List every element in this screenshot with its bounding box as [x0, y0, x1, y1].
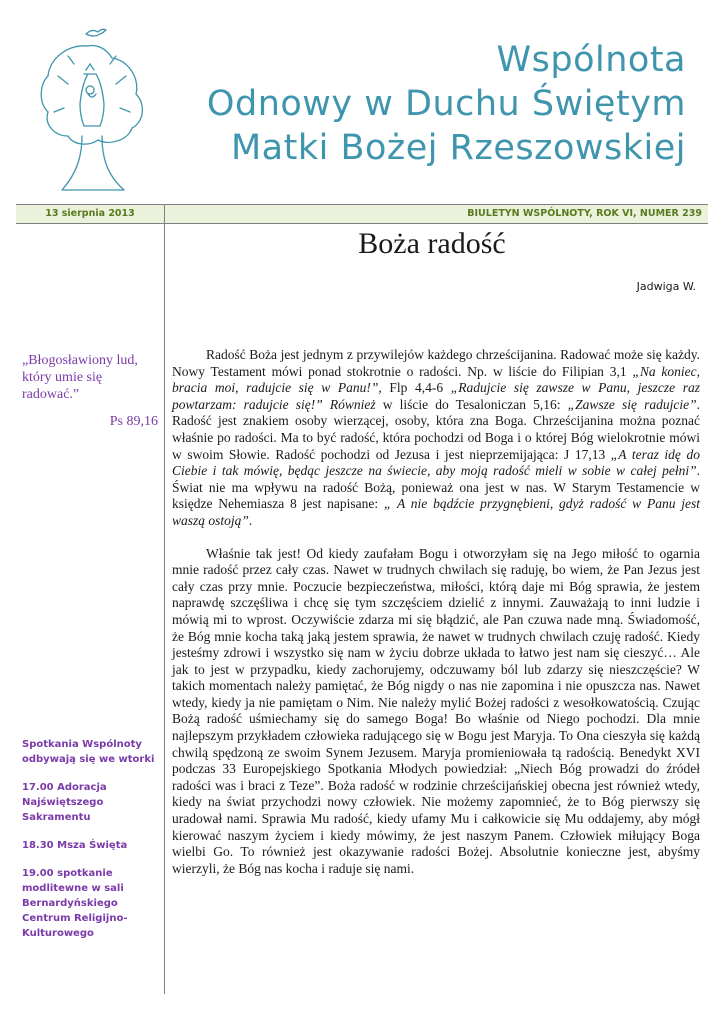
article-paragraph-2: Właśnie tak jest! Od kiedy zaufałam Bogu i otworzyłam się na Jego miłość to ogarnia mnie radość przez cały czas. Nawet w trudnych chwilach się raduję, bo wiem, że Pan Jezus jest cały czas przy mnie. Poczucie bezpieczeństwa, miłości, którą daje mi Bóg sprawia, że jestem naprawdę szczęśliwa i chcę się tym szczęściem dzielić z innymi. Zauważają to inni ludzie i mówią mi to wprost. Oczywiście zdarza mi się błądzić, ale Pan czuwa nade mną. Świadomość, że Bóg mnie kocha taką jaką jestem sprawia, że nawet w trudnych chwilach czuję radość. Kiedy jesteśmy zdrowi i wszystko się nam w życiu dobrze układa to łatwo jest nam się cieszyć… Ale jak to jest w przypadku, kiedy zachorujemy, odczuwamy ból lub zdarzy się nieszczęście? W takich momentach należy pamiętać, że Bóg nigdy o nas nie zapomina i nie opuszcza nas. Nawet wtedy, kiedy ja nie pamiętam o Nim. Nie należy mylić Bożej radości z wesołkowatością. Czując Bożą radość uśmiechamy się do samego Boga! Bo właśnie od Niego pochodzi. Dla mnie najlepszym przykładem człowieka radującego się w Bogu jest Maryja. To Ona cieszyła się każdą chwilą spędzoną ze swoim Synem Jezusem. Maryja promieniowała tą radością. Benedykt XVI podczas 33 Europejskiego Spotkania Młodych powiedział: „Niech Bóg prowadzi do źródeł radości was i braci z Teze”. Boża radość w rodzinie chrześcijańskiej obecna jest również wtedy, kiedy na świat przychodzi nowy człowiek. Nie możemy zapomnieć, że to Bóg pierwszy się uradował nami. Sprawia Mu radość, kiedy ufamy Mu i całkowicie się Mu oddajemy, aby mógł kierować naszym życiem i kiedy mówimy, że jest naszym Panem. Człowiek miłujący Boga wielbi Go. To również jest okazywanie radości Bożej. Absolutnie konieczne jest, abyśmy wierzyli, że Bóg nas kocha i raduje się nami. [172, 545, 700, 876]
tree-crown-outline [41, 46, 142, 145]
article-title: Boża radość [358, 227, 506, 260]
schedule-item: 19.00 spotkanie modlitewne w sali Bernardyńskiego Centrum Religijno-Kulturowego [22, 868, 128, 939]
article-author: Jadwiga W. [636, 280, 696, 293]
schedule-item: 18.30 Msza Święta [22, 840, 128, 851]
masthead [207, 38, 686, 170]
tree-trunk [62, 136, 124, 190]
masthead-line-3: Matki Bożej Rzeszowskiej [230, 128, 686, 168]
schedule-item: 17.00 Adoracja Najświętszego Sakramentu [22, 782, 107, 823]
meeting-schedule [22, 737, 158, 954]
column-divider [164, 204, 165, 994]
masthead-line-2: Odnowy w Duchu Świętym [206, 84, 686, 124]
quote-source: Ps 89,16 [109, 414, 158, 429]
schedule-title: Spotkania Wspólnoty odbywają się we wtorki [22, 739, 155, 765]
dove-icon [86, 29, 106, 36]
quote-text: „Błogosławiony lud, który umie się radować.” [22, 353, 138, 402]
madonna-figure [80, 64, 104, 126]
article-body [172, 347, 700, 893]
info-bar [16, 204, 708, 224]
issue-number: BIULETYN WSPÓLNOTY, ROK VI, NUMER 239 [467, 208, 702, 219]
tree-madonna-logo [28, 24, 156, 204]
masthead-line-1: Wspólnota [496, 40, 686, 80]
tree-branches [54, 56, 130, 112]
issue-date: 13 sierpnia 2013 [45, 208, 135, 219]
sidebar-quote [22, 352, 158, 430]
article-paragraph-1: Radość Boża jest jednym z przywilejów każdego chrześcijanina. Radować może się każdy. Nowy Testament mówi ponad stokrotnie o radości. Np. w liście do Filipian 3,1 „Na koniec, bracia moi, radujcie się w Panu!”, Flp 4,4-6 „Radujcie się zawsze w Panu, jeszcze raz powtarzam: radujcie się!” Również w liście do Tesaloniczan 5,16: „Zawsze się radujcie”. Radość jest znakiem osoby wierzącej, osoby, która zna Boga. Chrześcijanina można poznać właśnie po radości. Ma to być radość, która pochodzi od Boga i o której Bóg wielokrotnie mówi w swoim Słowie. Radość pochodzi od Jezusa i jest nieprzemijająca: J 17,13 „A teraz idę do Ciebie i tak mówię, będąc jeszcze na świecie, aby moją radość mieli w sobie w całej pełni”. Świat nie ma wpływu na radość Bożą, ponieważ ona jest w nas. W Starym Testamencie w księdze Nehemiasza 8 jest napisane: „ A nie bądźcie przygnębieni, gdyż radość w Panu jest waszą ostoją”. [172, 347, 701, 528]
